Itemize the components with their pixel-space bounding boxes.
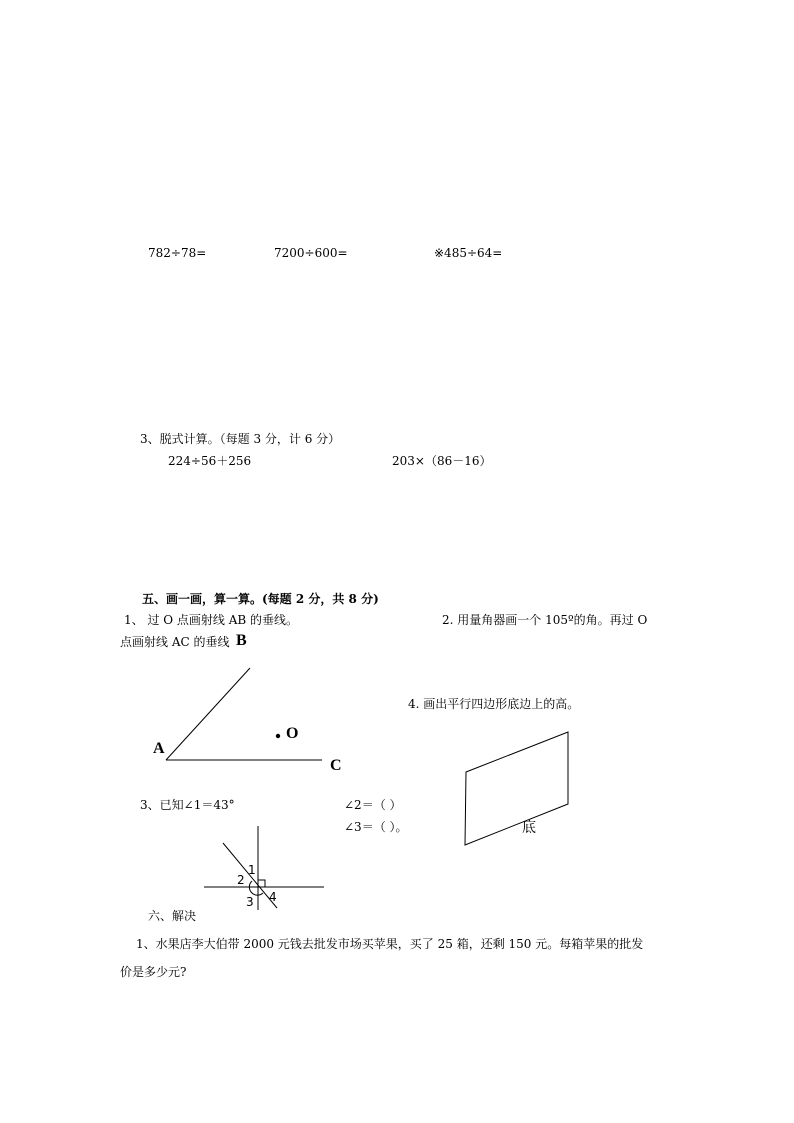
section5-q1-line2: 点画射线 AC 的垂线 — [120, 635, 230, 649]
label-c: C — [330, 757, 342, 774]
label-b: B — [236, 632, 247, 649]
angle-2-answer: ∠2＝（ ） — [344, 798, 402, 812]
section3-expr-1: 224÷56＋256 — [168, 454, 252, 468]
division-expr-3: ※485÷64= — [434, 246, 503, 260]
section3-expr-2: 203×（86－16） — [392, 454, 492, 468]
base-label: 底 — [522, 820, 536, 836]
angle-3-answer: ∠3＝（ ）。 — [344, 820, 408, 834]
angle-label-3: 3 — [246, 895, 254, 909]
angle-label-4: 4 — [269, 890, 277, 904]
division-expr-1: 782÷78= — [148, 246, 207, 260]
label-a: A — [153, 740, 165, 757]
problem1-line2: 价是多少元? — [120, 965, 187, 979]
section5-q4: 4. 画出平行四边形底边上的高。 — [408, 697, 580, 711]
section5-title: 五、画一画，算一算。(每题 2 分，共 8 分) — [142, 592, 379, 606]
section3-title: 3、脱式计算。（每题 3 分，计 6 分） — [140, 432, 341, 446]
section5-q3-given: 3、已知∠1＝43° — [140, 798, 235, 812]
angle-label-2: 2 — [237, 873, 245, 887]
problem1-line1: 1、水果店李大伯带 2000 元钱去批发市场买苹果，买了 25 箱，还剩 150 元。每箱苹果的批发 — [136, 937, 644, 951]
angle-label-1: 1 — [248, 863, 256, 877]
division-expr-2: 7200÷600= — [274, 246, 348, 260]
section5-q1-line1: 1、 过 O 点画射线 AB 的垂线。 — [124, 613, 299, 627]
section5-q2-line1: 2. 用量角器画一个 105º的角。再过 O — [442, 613, 648, 627]
section6-title: 六、解决 — [148, 909, 197, 923]
label-o: O — [286, 725, 299, 742]
